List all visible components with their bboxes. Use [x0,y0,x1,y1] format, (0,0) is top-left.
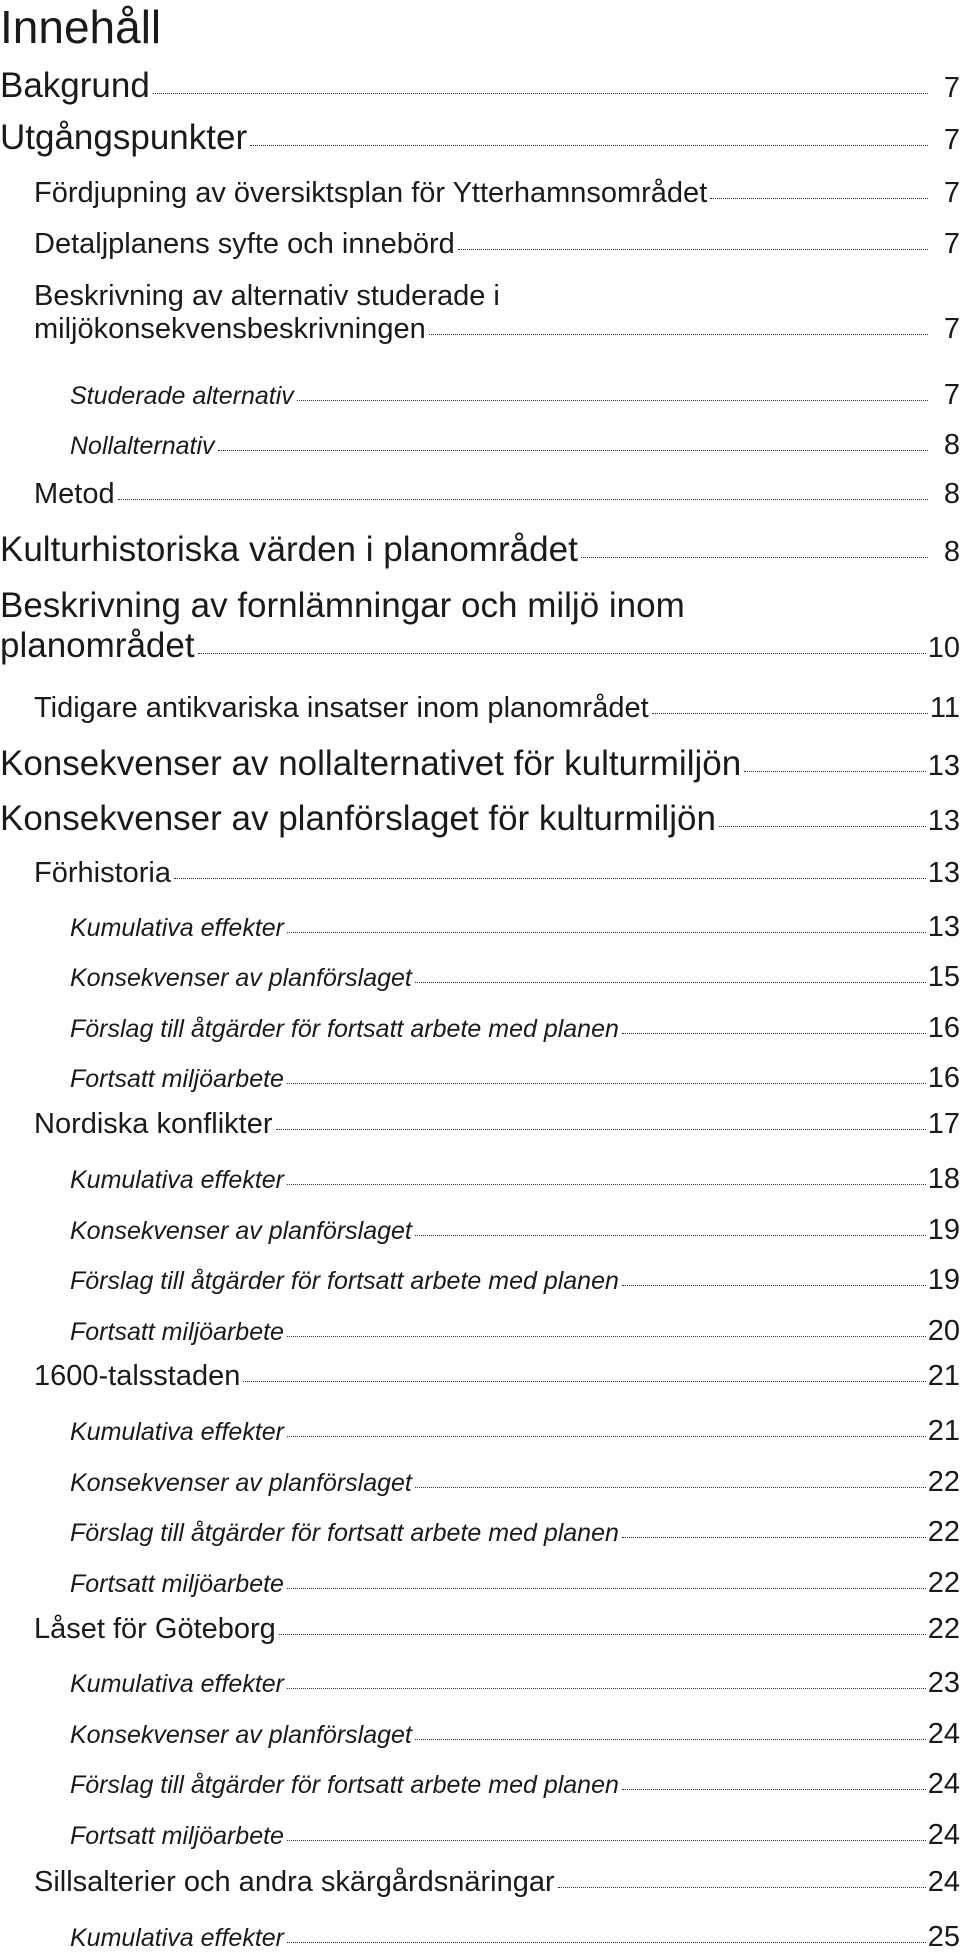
dot-leader [415,982,926,983]
toc-entry-bakgrund[interactable] [0,66,960,106]
toc-page-number: 7 [943,124,960,156]
toc-page-number: 7 [943,313,960,345]
toc-entry-fortsatt-miljoarbete[interactable] [70,1315,960,1348]
dot-leader [415,1487,926,1488]
dot-leader [287,1336,926,1337]
dot-leader [458,249,928,250]
toc-entry-text: Fördjupning av översiktsplan för Ytterhamnsområdet [34,177,708,209]
toc-page-number: 20 [927,1315,960,1347]
toc-entry-text: Förslag till åtgärder för fortsatt arbete med planen [70,1519,619,1547]
toc-page-number: 22 [927,1567,960,1599]
dot-leader [287,1840,926,1841]
toc-entry-text: Fortsatt miljöarbete [70,1065,284,1093]
toc-entry-konsekvenser-planforslaget[interactable] [70,1718,960,1751]
toc-entry-text: Konsekvenser av planförslaget för kulturmiljön [0,799,716,838]
toc-entry-tidigare-antikvariska[interactable] [34,692,960,725]
toc-page-number: 18 [927,1163,960,1195]
toc-entry-kumulativa-effekter[interactable] [70,1163,960,1196]
dot-leader [581,557,928,558]
toc-entry-text: Metod [34,478,115,510]
toc-entry-text: Nordiska konflikter [34,1108,273,1140]
toc-page-number: 7 [943,228,960,260]
toc-page-number: 11 [929,692,960,724]
toc-entry-text: Fortsatt miljöarbete [70,1570,284,1598]
toc-page-number: 19 [927,1214,960,1246]
dot-leader [218,450,928,451]
toc-page-number: 23 [927,1667,960,1699]
toc-entry-text: Fortsatt miljöarbete [70,1318,284,1346]
toc-entry-text: Sillsalterier och andra skärgårdsnäringar [34,1866,555,1898]
toc-entry-beskrivning-alternativ[interactable] [34,280,960,346]
toc-page-number: 7 [943,379,960,411]
toc-entry-text: Konsekvenser av planförslaget [70,1469,412,1497]
toc-entry-fortsatt-miljoarbete[interactable] [70,1819,960,1852]
toc-entry-sillsalterier[interactable] [34,1866,960,1899]
toc-entry-studerade-alternativ[interactable] [70,379,960,412]
toc-page-number: 24 [927,1819,960,1851]
toc-page-number: 22 [927,1466,960,1498]
dot-leader [652,713,928,714]
toc-page-number: 13 [927,805,960,837]
toc-entry-konsekvenser-planforslaget[interactable] [70,961,960,994]
toc-entry-text: Låset för Göteborg [34,1613,276,1645]
toc-page-number: 21 [927,1415,960,1447]
toc-entry-text-line2: miljökonsekvensbeskrivningen [34,313,426,345]
toc-entry-text: Förhistoria [34,857,171,889]
dot-leader [287,1184,926,1185]
toc-entry-detaljplanens-syfte[interactable] [34,228,960,261]
toc-entry-konsekvenser-planforslaget[interactable] [70,1214,960,1247]
toc-entry-text: Konsekvenser av planförslaget [70,1721,412,1749]
toc-entry-konsekvenser-nollalternativet[interactable] [0,744,960,784]
toc-page-number: 22 [927,1613,960,1645]
toc-page-number: 24 [927,1718,960,1750]
toc-entry-forslag-till-atgarder[interactable] [70,1516,960,1549]
dot-leader [415,1739,926,1740]
toc-entry-1600-talsstaden[interactable] [34,1360,960,1393]
toc-entry-text-line2: planområdet [0,626,195,665]
toc-page-number: 16 [927,1062,960,1094]
toc-entry-text: Förslag till åtgärder för fortsatt arbete med planen [70,1267,619,1295]
toc-page-number: 24 [927,1866,960,1898]
toc-page-number: 15 [927,961,960,993]
toc-entry-beskrivning-fornlamningar[interactable] [0,586,960,666]
dot-leader [719,826,926,827]
toc-entry-text: Bakgrund [0,66,150,105]
dot-leader [710,198,928,199]
toc-entry-fortsatt-miljoarbete[interactable] [70,1062,960,1095]
toc-entry-text: Tidigare antikvariska insatser inom planområdet [34,692,649,724]
toc-entry-text: Kumulativa effekter [70,1924,284,1952]
toc-entry-text: Nollalternativ [70,432,215,460]
toc-page-number: 8 [943,429,960,461]
toc-entry-forslag-till-atgarder[interactable] [70,1012,960,1045]
toc-page-number: 13 [927,857,960,889]
toc-entry-text: Kumulativa effekter [70,1418,284,1446]
toc-page-number: 7 [943,177,960,209]
toc-entry-laset-for-goteborg[interactable] [34,1613,960,1646]
toc-entry-text: Detaljplanens syfte och innebörd [34,228,455,260]
toc-entry-text: Kumulativa effekter [70,1166,284,1194]
toc-entry-text: Fortsatt miljöarbete [70,1822,284,1850]
dot-leader [287,1688,926,1689]
dot-leader [287,1588,926,1589]
dot-leader [429,334,928,335]
dot-leader [287,932,926,933]
toc-page-number: 13 [927,750,960,782]
toc-page-number: 19 [927,1264,960,1296]
toc-entry-forslag-till-atgarder[interactable] [70,1264,960,1297]
toc-page-number: 24 [927,1768,960,1800]
toc-entry-text: Kumulativa effekter [70,914,284,942]
dot-leader [287,1942,926,1943]
toc-entry-kumulativa-effekter[interactable] [70,911,960,944]
dot-leader [297,400,928,401]
toc-page-number: 13 [927,911,960,943]
toc-page-number: 8 [943,536,960,568]
dot-leader [287,1083,926,1084]
dot-leader [622,1285,926,1286]
toc-entry-utgangspunkter[interactable] [0,118,960,158]
toc-page-number: 21 [927,1360,960,1392]
toc-entry-text: Kumulativa effekter [70,1670,284,1698]
toc-title: Innehåll [0,1,162,53]
toc-entry-kumulativa-effekter[interactable] [70,1415,960,1448]
toc-page-number: 7 [943,72,960,104]
toc-entry-text: Förslag till åtgärder för fortsatt arbete med planen [70,1015,619,1043]
toc-entry-text: 1600-talsstaden [34,1360,241,1392]
toc-entry-text: Konsekvenser av planförslaget [70,964,412,992]
toc-entry-nollalternativ[interactable] [70,429,960,462]
toc-entry-konsekvenser-planforslaget[interactable] [70,1466,960,1499]
toc-page-number: 25 [927,1921,960,1953]
toc-entry-text: Konsekvenser av nollalternativet för kulturmiljön [0,744,742,783]
toc-entry-forslag-till-atgarder[interactable] [70,1768,960,1801]
toc-entry-metod[interactable] [34,478,960,511]
dot-leader [287,1436,926,1437]
toc-entry-text: Kulturhistoriska värden i planområdet [0,530,578,569]
dot-leader [279,1634,926,1635]
toc-entry-nordiska-konflikter[interactable] [34,1108,960,1141]
toc-page-number: 22 [927,1516,960,1548]
dot-leader [622,1033,926,1034]
dot-leader [276,1129,926,1130]
toc-entry-kulturhistoriska-varden[interactable] [0,530,960,570]
toc-entry-text-line1: Beskrivning av fornlämningar och miljö inom [0,586,685,625]
dot-leader [622,1789,926,1790]
toc-entry-kumulativa-effekter[interactable] [70,1667,960,1700]
toc-page-number: 17 [927,1108,960,1140]
dot-leader [744,771,926,772]
dot-leader [622,1537,926,1538]
dot-leader [415,1235,926,1236]
toc-entry-fortsatt-miljoarbete[interactable] [70,1567,960,1600]
toc-entry-text: Konsekvenser av planförslaget [70,1217,412,1245]
toc-page-number: 10 [927,632,960,664]
toc-entry-kumulativa-effekter[interactable] [70,1921,960,1954]
dot-leader [118,499,928,500]
dot-leader [153,93,928,94]
toc-page-number: 16 [927,1012,960,1044]
dot-leader [243,1381,925,1382]
toc-entry-forhistoria[interactable] [34,857,960,890]
dot-leader [250,145,928,146]
dot-leader [174,878,926,879]
toc-entry-text: Studerade alternativ [70,382,294,410]
toc-entry-konsekvenser-planforslaget-kulturmiljon[interactable] [0,799,960,839]
toc-entry-fordjupning[interactable] [34,177,960,210]
toc-entry-text: Utgångspunkter [0,118,248,157]
dot-leader [198,653,926,654]
dot-leader [558,1887,926,1888]
toc-page-number: 8 [943,478,960,510]
toc-entry-text: Förslag till åtgärder för fortsatt arbete med planen [70,1771,619,1799]
toc-entry-text-line1: Beskrivning av alternativ studerade i [34,280,500,312]
